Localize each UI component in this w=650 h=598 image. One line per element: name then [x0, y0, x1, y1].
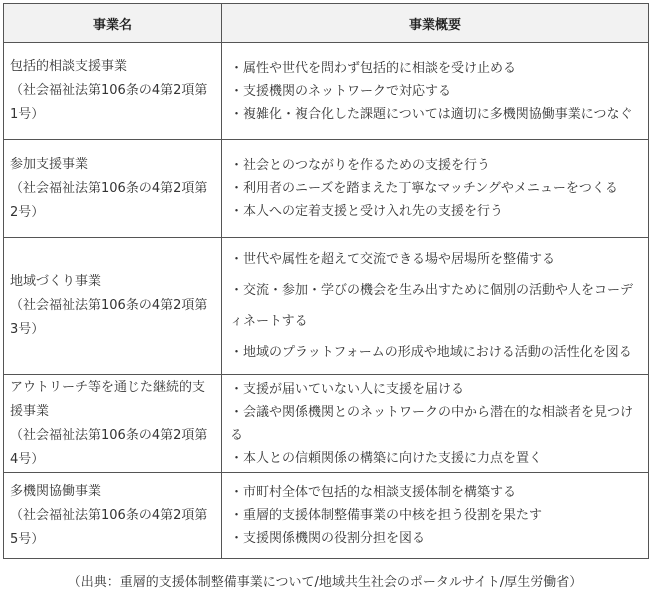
law-reference: （社会福祉法第106条の4第2項第2号）	[10, 180, 208, 220]
business-table	[3, 3, 649, 559]
table-row	[4, 43, 649, 140]
source-citation: （出典：重層的支援体制整備事業について/地域共生社会のポータルサイト/厚生労働省）	[67, 575, 583, 590]
law-reference: （社会福祉法第106条の4第2項第4号）	[10, 427, 208, 467]
header-business-name: 事業名	[4, 4, 222, 43]
overview-bullet: ・重層的支援体制整備事業の中核を担う役割を果たす	[230, 508, 543, 523]
overview-bullet: ・支援機関のネットワークで対応する	[230, 83, 452, 99]
overview-bullet: ・交流・参加・学びの機会を生み出すために個別の活動や人をコーディネートする	[230, 283, 634, 329]
business-overview-cell	[222, 43, 649, 140]
business-name-cell	[4, 473, 222, 559]
table-row	[4, 375, 649, 473]
overview-bullet: ・本人への定着支援と受け入れ先の支援を行う	[230, 204, 504, 219]
overview-bullet: ・支援関係機関の役割分担を図る	[230, 531, 426, 546]
table-header-row	[4, 4, 649, 43]
business-overview-cell	[222, 140, 649, 238]
overview-bullet: ・本人との信頼関係の構築に向けた支援に力点を置く	[230, 450, 543, 466]
law-reference: （社会福祉法第106条の4第2項第1号）	[10, 83, 208, 122]
law-reference: （社会福祉法第106条の4第2項第5号）	[10, 507, 208, 547]
business-name-cell	[4, 238, 222, 375]
table-row	[4, 238, 649, 375]
table-row	[4, 140, 649, 238]
overview-bullet: ・世代や属性を超えて交流できる場や居場所を整備する	[230, 252, 556, 267]
overview-bullet: ・社会とのつながりを作るための支援を行う	[230, 158, 491, 173]
business-name: 参加支援事業	[10, 156, 89, 172]
overview-bullet: ・会議や関係機関とのネットワークの中から潜在的な相談者を見つける	[230, 404, 634, 443]
business-name-cell	[4, 375, 222, 473]
business-overview-cell	[222, 238, 649, 375]
overview-bullet: ・地域のプラットフォームの形成や地域における活動の活性化を図る	[230, 345, 632, 360]
business-name: アウトリーチ等を通じた継続的支援事業	[10, 379, 206, 419]
overview-bullet: ・属性や世代を問わず包括的に相談を受け止める	[230, 60, 517, 76]
business-name: 地域づくり事業	[10, 274, 102, 289]
overview-bullet: ・支援が届いていない人に支援を届ける	[230, 381, 465, 397]
overview-bullet: ・市町村全体で包括的な相談支援体制を構築する	[230, 485, 517, 500]
business-overview-cell	[222, 375, 649, 473]
table-row	[4, 473, 649, 559]
business-name: 包括的相談支援事業	[10, 59, 128, 74]
business-overview-cell	[222, 473, 649, 559]
header-business-overview: 事業概要	[222, 4, 649, 43]
business-name: 多機関協働事業	[10, 483, 102, 499]
law-reference: （社会福祉法第106条の4第2項第3号）	[10, 298, 208, 337]
business-name-cell	[4, 43, 222, 140]
overview-bullet: ・利用者のニーズを踏まえた丁寧なマッチングやメニューをつくる	[230, 181, 618, 196]
business-name-cell	[4, 140, 222, 238]
overview-bullet: ・複雑化・複合化した課題については適切に多機関協働事業につなぐ	[230, 106, 633, 122]
